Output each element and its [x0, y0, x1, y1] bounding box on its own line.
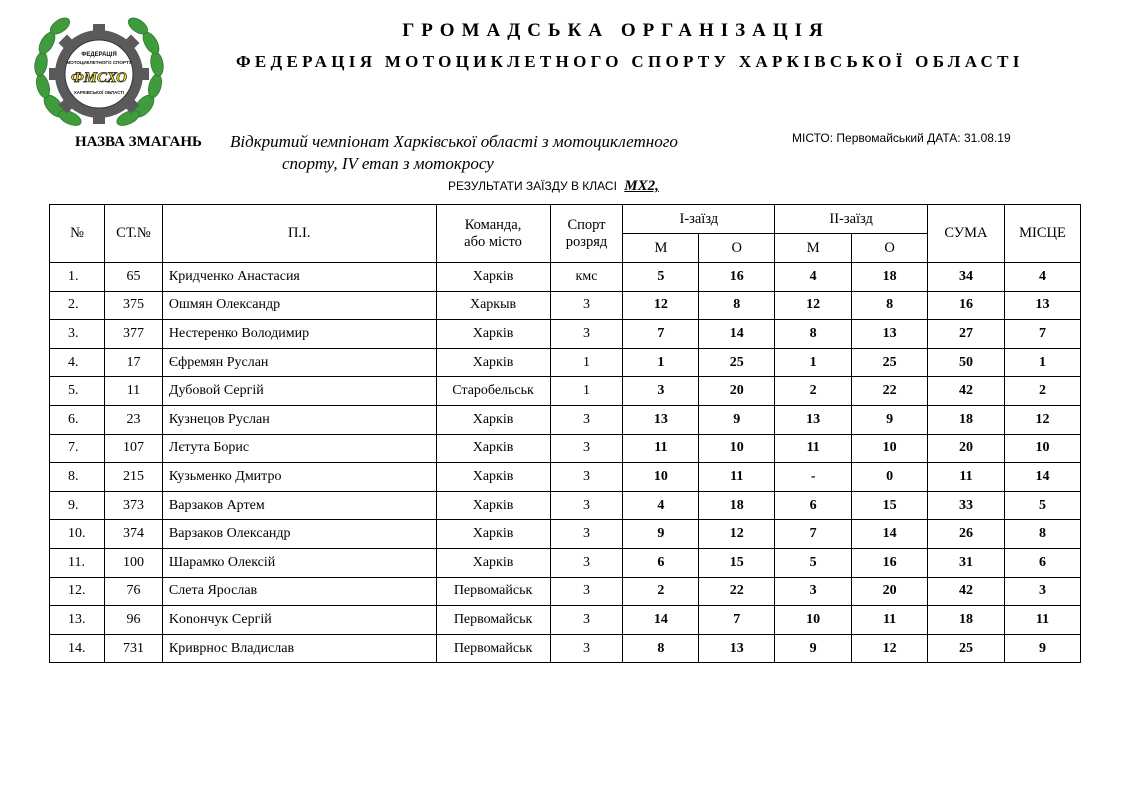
cell-race2-place: -: [775, 463, 852, 492]
cell-final-place: 4: [1004, 263, 1080, 292]
cell-position: 3.: [50, 320, 105, 349]
cell-rider-name: Варзаков Артем: [162, 491, 436, 520]
cell-final-place: 3: [1004, 577, 1080, 606]
cell-sport-rank: 3: [550, 434, 623, 463]
cell-team: Харків: [436, 520, 550, 549]
cell-rider-name: Шарамко Олексій: [162, 548, 436, 577]
cell-rider-name: Кридченко Анастасия: [162, 263, 436, 292]
cell-team: Первомайськ: [436, 606, 550, 635]
cell-team: Харків: [436, 491, 550, 520]
header-place: МІСЦЕ: [1004, 205, 1080, 263]
cell-rider-name: Єфремян Руслан: [162, 348, 436, 377]
cell-race1-points: 9: [699, 405, 775, 434]
cell-start-number: 731: [104, 634, 162, 663]
cell-sport-rank: 3: [550, 577, 623, 606]
cell-position: 2.: [50, 291, 105, 320]
competition-name: [230, 131, 750, 175]
cell-race1-points: 18: [699, 491, 775, 520]
city-date: МІСТО: Первомайський ДАТА: 31.08.19: [792, 131, 1011, 145]
cell-race1-place: 5: [623, 263, 699, 292]
cell-race1-place: 13: [623, 405, 699, 434]
header-race2-m: М: [775, 234, 852, 263]
cell-team: Харків: [436, 548, 550, 577]
cell-team: Харків: [436, 320, 550, 349]
cell-rider-name: Кузьменко Дмитро: [162, 463, 436, 492]
cell-rider-name: Слета Ярослав: [162, 577, 436, 606]
competition-name-line1: Відкритий чемпіонат Харківської області з мотоциклетного: [230, 132, 678, 151]
header-rank-line2: розряд: [565, 233, 608, 250]
cell-start-number: 76: [104, 577, 162, 606]
results-table-body: [50, 263, 1081, 663]
cell-race1-place: 4: [623, 491, 699, 520]
results-title: [448, 178, 659, 195]
cell-team: Харків: [436, 348, 550, 377]
cell-race2-place: 8: [775, 320, 852, 349]
cell-sum: 50: [928, 348, 1005, 377]
cell-final-place: 13: [1004, 291, 1080, 320]
cell-race2-place: 6: [775, 491, 852, 520]
cell-position: 6.: [50, 405, 105, 434]
cell-race1-place: 11: [623, 434, 699, 463]
cell-sum: 18: [928, 405, 1005, 434]
cell-rider-name: Кузнецов Руслан: [162, 405, 436, 434]
cell-team: Харкыв: [436, 291, 550, 320]
cell-sport-rank: 3: [550, 463, 623, 492]
cell-rider-name: Konoнчук Сергій: [162, 606, 436, 635]
cell-sport-rank: 3: [550, 291, 623, 320]
results-table: [49, 204, 1081, 663]
header-sum: СУМА: [928, 205, 1005, 263]
cell-sum: 25: [928, 634, 1005, 663]
table-row: [50, 463, 1081, 492]
cell-race1-place: 8: [623, 634, 699, 663]
header-start-number: СТ.№: [104, 205, 162, 263]
cell-rider-name: Лєтута Борис: [162, 434, 436, 463]
cell-race2-points: 9: [852, 405, 928, 434]
cell-race1-points: 11: [699, 463, 775, 492]
cell-team: Харків: [436, 434, 550, 463]
cell-position: 12.: [50, 577, 105, 606]
header-race1-o: О: [699, 234, 775, 263]
cell-sport-rank: 3: [550, 520, 623, 549]
cell-start-number: 11: [104, 377, 162, 406]
cell-team: Харків: [436, 263, 550, 292]
cell-race2-place: 10: [775, 606, 852, 635]
cell-race2-points: 14: [852, 520, 928, 549]
competition-name-line2: спорту, IV етап з мотокросу: [282, 154, 494, 173]
table-row: [50, 577, 1081, 606]
table-row: [50, 377, 1081, 406]
cell-final-place: 12: [1004, 405, 1080, 434]
cell-race1-place: 14: [623, 606, 699, 635]
cell-race2-points: 18: [852, 263, 928, 292]
cell-race2-points: 20: [852, 577, 928, 606]
cell-race2-place: 11: [775, 434, 852, 463]
header-race2: ІІ-заїзд: [775, 205, 928, 234]
table-row: [50, 348, 1081, 377]
cell-sport-rank: 3: [550, 606, 623, 635]
cell-race1-points: 22: [699, 577, 775, 606]
cell-race2-points: 13: [852, 320, 928, 349]
cell-race2-place: 7: [775, 520, 852, 549]
cell-race2-place: 12: [775, 291, 852, 320]
cell-race2-points: 22: [852, 377, 928, 406]
cell-start-number: 373: [104, 491, 162, 520]
cell-race2-points: 16: [852, 548, 928, 577]
cell-sum: 33: [928, 491, 1005, 520]
cell-team: Первомайськ: [436, 634, 550, 663]
cell-race2-points: 25: [852, 348, 928, 377]
cell-final-place: 10: [1004, 434, 1080, 463]
cell-race1-points: 10: [699, 434, 775, 463]
cell-start-number: 100: [104, 548, 162, 577]
cell-race2-place: 4: [775, 263, 852, 292]
cell-sum: 16: [928, 291, 1005, 320]
cell-sum: 26: [928, 520, 1005, 549]
cell-team: Харків: [436, 463, 550, 492]
cell-team: Старобельськ: [436, 377, 550, 406]
table-row: [50, 291, 1081, 320]
cell-sum: 42: [928, 577, 1005, 606]
cell-sum: 18: [928, 606, 1005, 635]
cell-position: 11.: [50, 548, 105, 577]
cell-team: Харків: [436, 405, 550, 434]
table-row: [50, 434, 1081, 463]
cell-race1-points: 20: [699, 377, 775, 406]
header-sport-rank: [550, 205, 623, 263]
cell-sum: 31: [928, 548, 1005, 577]
cell-race1-points: 14: [699, 320, 775, 349]
cell-final-place: 9: [1004, 634, 1080, 663]
cell-position: 1.: [50, 263, 105, 292]
cell-race2-place: 2: [775, 377, 852, 406]
table-row: [50, 263, 1081, 292]
header-race2-o: О: [852, 234, 928, 263]
cell-final-place: 11: [1004, 606, 1080, 635]
organization-type-heading: ГРОМАДСЬКА ОРГАНІЗАЦІЯ: [402, 20, 830, 41]
cell-sport-rank: 3: [550, 405, 623, 434]
cell-position: 5.: [50, 377, 105, 406]
cell-sum: 11: [928, 463, 1005, 492]
cell-final-place: 14: [1004, 463, 1080, 492]
cell-sport-rank: 1: [550, 377, 623, 406]
cell-race1-points: 25: [699, 348, 775, 377]
cell-sum: 42: [928, 377, 1005, 406]
cell-race2-place: 3: [775, 577, 852, 606]
table-row: [50, 520, 1081, 549]
cell-race1-place: 10: [623, 463, 699, 492]
cell-rider-name: Дубовой Сергій: [162, 377, 436, 406]
results-title-text: РЕЗУЛЬТАТИ ЗАЇЗДУ В КЛАСІ: [448, 179, 617, 193]
cell-start-number: 23: [104, 405, 162, 434]
cell-race2-points: 0: [852, 463, 928, 492]
cell-start-number: 17: [104, 348, 162, 377]
cell-position: 14.: [50, 634, 105, 663]
organization-name-heading: ФЕДЕРАЦІЯ МОТОЦИКЛЕТНОГО СПОРТУ ХАРКІВСЬКОЇ ОБЛАСТІ: [236, 52, 1024, 71]
cell-sport-rank: 3: [550, 320, 623, 349]
cell-position: 10.: [50, 520, 105, 549]
cell-race2-points: 8: [852, 291, 928, 320]
cell-race2-points: 10: [852, 434, 928, 463]
table-row: [50, 606, 1081, 635]
table-row: [50, 491, 1081, 520]
table-row: [50, 548, 1081, 577]
cell-race1-place: 3: [623, 377, 699, 406]
cell-position: 13.: [50, 606, 105, 635]
cell-rider-name: Ошмян Олександр: [162, 291, 436, 320]
header-num: №: [50, 205, 105, 263]
cell-rider-name: Нестеренко Володимир: [162, 320, 436, 349]
header-team-line2: або місто: [464, 233, 522, 250]
cell-start-number: 375: [104, 291, 162, 320]
cell-race2-place: 1: [775, 348, 852, 377]
cell-start-number: 65: [104, 263, 162, 292]
cell-start-number: 215: [104, 463, 162, 492]
cell-race1-points: 12: [699, 520, 775, 549]
cell-position: 8.: [50, 463, 105, 492]
cell-sum: 20: [928, 434, 1005, 463]
cell-rider-name: Варзаков Олександр: [162, 520, 436, 549]
header-name: П.І.: [162, 205, 436, 263]
cell-race2-place: 13: [775, 405, 852, 434]
table-row: [50, 320, 1081, 349]
cell-rider-name: Криврнос Владислав: [162, 634, 436, 663]
cell-sum: 34: [928, 263, 1005, 292]
cell-race2-points: 11: [852, 606, 928, 635]
cell-race1-place: 7: [623, 320, 699, 349]
cell-sport-rank: 3: [550, 491, 623, 520]
cell-race2-points: 12: [852, 634, 928, 663]
competition-label: НАЗВА ЗМАГАНЬ: [75, 134, 202, 150]
cell-team: Первомайськ: [436, 577, 550, 606]
cell-race2-points: 15: [852, 491, 928, 520]
cell-sport-rank: 3: [550, 548, 623, 577]
header-race1: І-заїзд: [623, 205, 775, 234]
cell-sport-rank: 1: [550, 348, 623, 377]
table-row: [50, 634, 1081, 663]
cell-race1-points: 13: [699, 634, 775, 663]
cell-final-place: 8: [1004, 520, 1080, 549]
cell-final-place: 6: [1004, 548, 1080, 577]
logo-top-text: ФЕДЕРАЦІЯ: [81, 52, 117, 58]
cell-start-number: 107: [104, 434, 162, 463]
results-class: МХ2,: [624, 178, 659, 194]
cell-race1-place: 1: [623, 348, 699, 377]
header-team-line1: Команда,: [464, 216, 522, 233]
header-race1-m: М: [623, 234, 699, 263]
cell-race1-points: 16: [699, 263, 775, 292]
logo-abbr: ФМСХО: [71, 70, 127, 86]
cell-start-number: 377: [104, 320, 162, 349]
cell-start-number: 374: [104, 520, 162, 549]
cell-race1-place: 9: [623, 520, 699, 549]
cell-race1-place: 12: [623, 291, 699, 320]
cell-race1-place: 2: [623, 577, 699, 606]
cell-sport-rank: 3: [550, 634, 623, 663]
table-row: [50, 405, 1081, 434]
header-rank-line1: Спорт: [567, 216, 606, 233]
cell-race1-points: 7: [699, 606, 775, 635]
cell-position: 4.: [50, 348, 105, 377]
cell-start-number: 96: [104, 606, 162, 635]
cell-final-place: 2: [1004, 377, 1080, 406]
cell-final-place: 5: [1004, 491, 1080, 520]
cell-final-place: 1: [1004, 348, 1080, 377]
cell-position: 9.: [50, 491, 105, 520]
cell-sport-rank: кмс: [550, 263, 623, 292]
cell-position: 7.: [50, 434, 105, 463]
cell-race1-points: 8: [699, 291, 775, 320]
logo-mid-text: МОТОЦИКЛЕТНОГО СПОРТУ: [66, 60, 132, 65]
cell-race1-points: 15: [699, 548, 775, 577]
header-team: [436, 205, 550, 263]
cell-race1-place: 6: [623, 548, 699, 577]
cell-race2-place: 5: [775, 548, 852, 577]
logo-bottom-text: ХАРКІВСЬКОЇ ОБЛАСТІ: [73, 90, 125, 95]
cell-final-place: 7: [1004, 320, 1080, 349]
cell-sum: 27: [928, 320, 1005, 349]
cell-race2-place: 9: [775, 634, 852, 663]
